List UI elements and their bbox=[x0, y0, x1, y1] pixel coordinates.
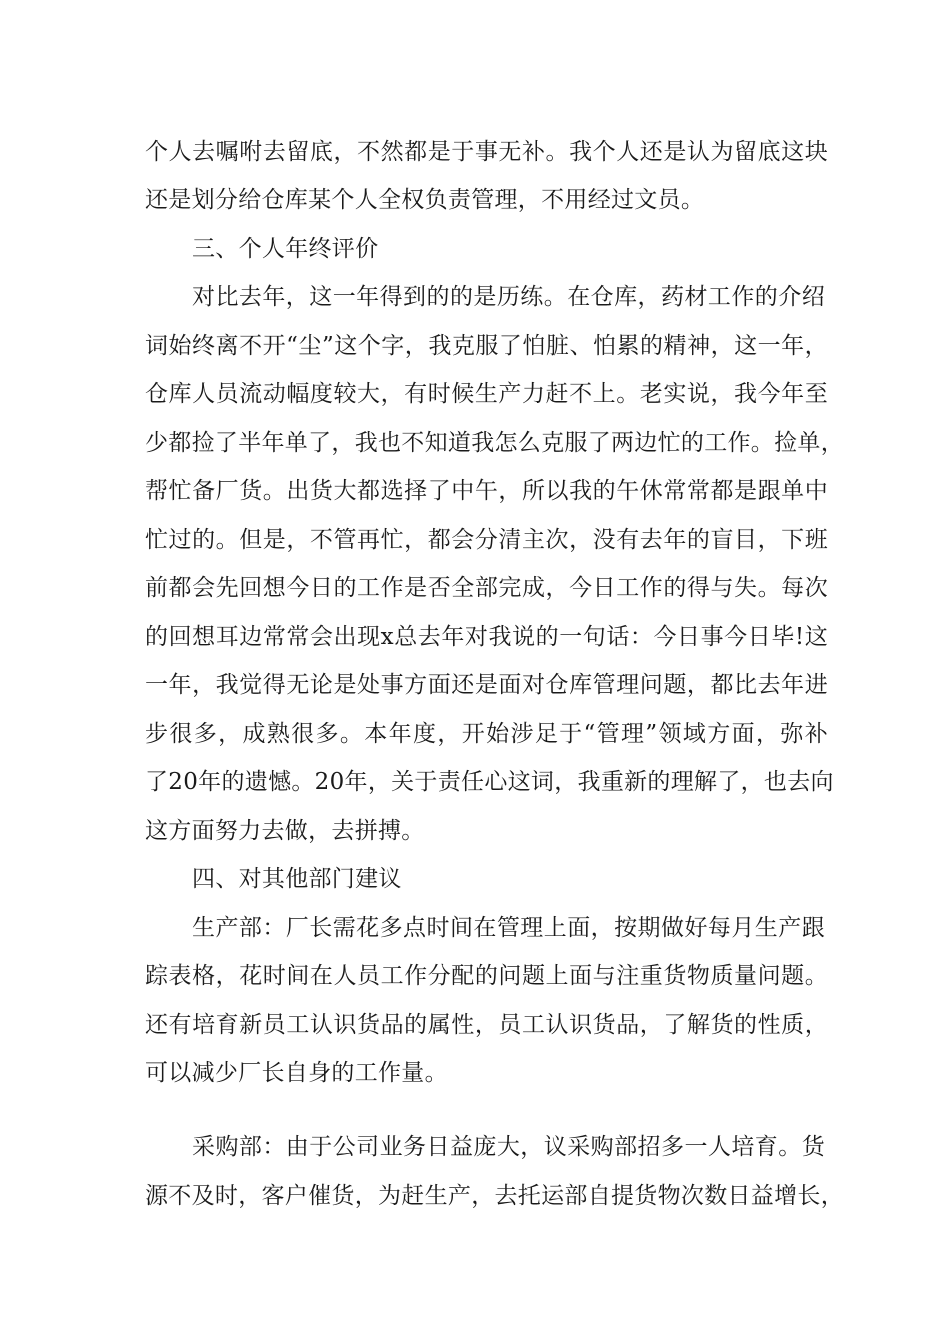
paragraph-line: 这方面努力去做，去拼搏。 bbox=[145, 818, 425, 844]
paragraph-line: 前都会先回想今日的工作是否全部完成，今日工作的得与失。每次 bbox=[145, 575, 828, 601]
paragraph-line: 的回想耳边常常会出现x总去年对我说的一句话：今日事今日毕!这 bbox=[145, 624, 828, 650]
paragraph-line: 可以减少厂长自身的工作量。 bbox=[145, 1060, 448, 1086]
paragraph-line: 源不及时，客户催货，为赶生产，去托运部自提货物次数日益增长， bbox=[145, 1183, 844, 1209]
paragraph-line: 还有培育新员工认识货品的属性，员工认识货品，了解货的性质， bbox=[145, 1012, 828, 1038]
paragraph-line: 仓库人员流动幅度较大，有时候生产力赶不上。老实说，我今年至 bbox=[145, 381, 828, 407]
paragraph-line: 还是划分给仓库某个人全权负责管理，不用经过文员。 bbox=[145, 187, 705, 213]
paragraph-line: 帮忙备厂货。出货大都选择了中午，所以我的午休常常都是跟单中 bbox=[145, 478, 828, 504]
paragraph-line: 一年，我觉得无论是处事方面还是面对仓库管理问题，都比去年进 bbox=[145, 672, 828, 698]
paragraph-line: 少都捡了半年单了，我也不知道我怎么克服了两边忙的工作。捡单， bbox=[145, 430, 844, 456]
paragraph-line: 生产部：厂长需花多点时间在管理上面，按期做好每月生产跟 bbox=[192, 915, 825, 941]
paragraph-line: 了20年的遗憾。20年，关于责任心这词，我重新的理解了，也去向 bbox=[145, 769, 834, 795]
section-heading: 四、对其他部门建议 bbox=[192, 866, 402, 892]
paragraph-line: 个人去嘱咐去留底，不然都是于事无补。我个人还是认为留底这块 bbox=[145, 139, 828, 165]
paragraph-line: 对比去年，这一年得到的的是历练。在仓库，药材工作的介绍 bbox=[192, 284, 825, 310]
paragraph-line: 忙过的。但是，不管再忙，都会分清主次，没有去年的盲目，下班 bbox=[145, 527, 828, 553]
section-heading: 三、个人年终评价 bbox=[192, 236, 379, 262]
paragraph-line: 踪表格，花时间在人员工作分配的问题上面与注重货物质量问题。 bbox=[145, 963, 828, 989]
paragraph-line: 步很多，成熟很多。本年度，开始涉足于“管理”领域方面，弥补 bbox=[145, 721, 828, 747]
paragraph-line: 采购部：由于公司业务日益庞大，议采购部招多一人培育。货 bbox=[192, 1134, 825, 1160]
paragraph-line: 词始终离不开“尘”这个字，我克服了怕脏、怕累的精神，这一年， bbox=[145, 333, 828, 359]
